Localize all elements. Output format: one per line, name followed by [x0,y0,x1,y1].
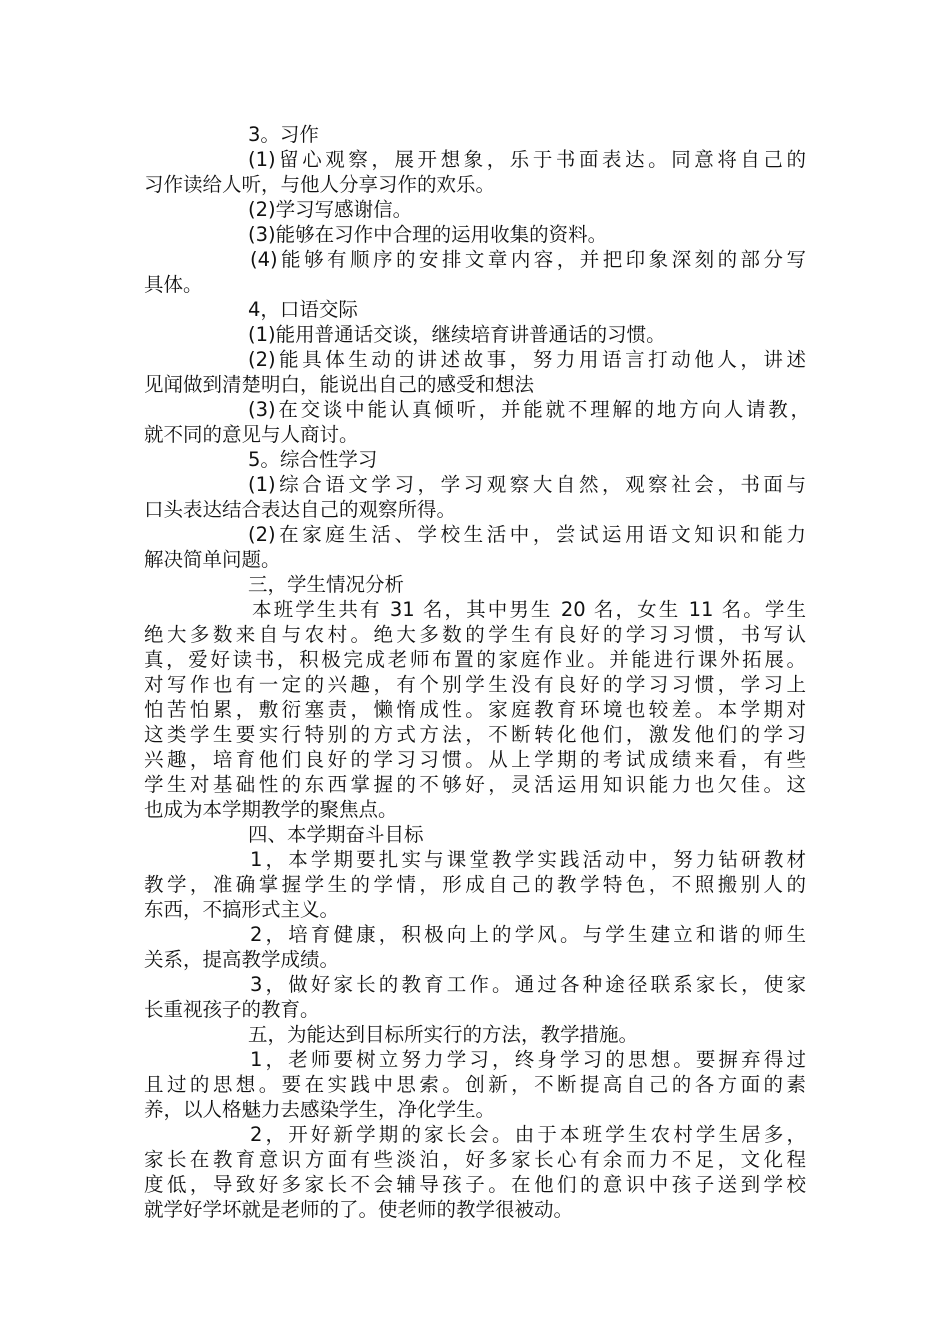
paragraph-line: 家长在教育意识方面有些淡泊，好多家长心有余而力不足，文化程 [144,1148,806,1171]
paragraph-line: 2，开好新学期的家长会。由于本班学生农村学生居多， [250,1123,806,1146]
paragraph-line: 教学，准确掌握学生的学情，形成自己的教学特色，不照搬别人的 [144,873,806,896]
paragraph-line: 学生对基础性的东西掌握的不够好，灵活运用知识能力也欠佳。这 [144,773,806,796]
paragraph-line: 就学好学坏就是老师的了。使老师的教学很被动。 [144,1198,574,1221]
paragraph-line: 怕苦怕累，敷衍塞责，懒惰成性。家庭教育环境也较差。本学期对 [144,698,806,721]
paragraph-line: 养，以人格魅力去感染学生，净化学生。 [144,1098,496,1121]
section-heading-writing: 3。习作 [248,123,319,146]
paragraph-line: 这类学生要实行特别的方式方法，不断转化他们，激发他们的学习 [144,723,806,746]
paragraph-line: (2)在家庭生活、学校生活中，尝试运用语文知识和能力 [248,523,806,546]
paragraph-line: 2，培育健康，积极向上的学风。与学生建立和谐的师生 [250,923,806,946]
paragraph-line: (3)能够在习作中合理的运用收集的资料。 [248,223,608,246]
paragraph-line: (2)能具体生动的讲述故事，努力用语言打动他人，讲述 [248,348,806,371]
section-heading-methods: 五，为能达到目标所实行的方法，教学措施。 [248,1023,639,1046]
section-heading-goals: 四、本学期奋斗目标 [248,823,424,846]
paragraph-line: 度低，导致好多家长不会辅导孩子。在他们的意识中孩子送到学校 [144,1173,806,1196]
paragraph-line: 解决简单问题。 [144,548,281,571]
paragraph-line: 真，爱好读书，积极完成老师布置的家庭作业。并能进行课外拓展。 [144,648,806,671]
paragraph-line: (2)学习写感谢信。 [248,198,413,221]
paragraph-line: (1)留心观察，展开想象，乐于书面表达。同意将自己的 [248,148,806,171]
paragraph-line: (1)能用普通话交谈，继续培育讲普通话的习惯。 [248,323,666,346]
paragraph-line: 也成为本学期教学的聚焦点。 [144,798,398,821]
paragraph-line: 具体。 [144,273,203,296]
paragraph-line: 1，老师要树立努力学习，终身学习的思想。要摒弃得过 [250,1048,806,1071]
paragraph-line: (3)在交谈中能认真倾听，并能就不理解的地方向人请教， [248,398,810,421]
paragraph-line: 就不同的意见与人商讨。 [144,423,359,446]
paragraph-line: 本班学生共有 31 名，其中男生 20 名，女生 11 名。学生 [252,598,806,621]
paragraph-line: 口头表达结合表达自己的观察所得。 [144,498,457,521]
paragraph-line: 3，做好家长的教育工作。通过各种途径联系家长，使家 [250,973,806,996]
paragraph-line: 长重视孩子的教育。 [144,998,320,1021]
paragraph-line: (4)能够有顺序的安排文章内容，并把印象深刻的部分写 [250,248,806,271]
paragraph-line: 绝大多数来自与农村。绝大多数的学生有良好的学习习惯，书写认 [144,623,806,646]
paragraph-line: 对写作也有一定的兴趣，有个别学生没有良好的学习习惯，学习上 [144,673,806,696]
section-heading-comprehensive: 5。综合性学习 [248,448,378,471]
paragraph-line: 1，本学期要扎实与课堂教学实践活动中，努力钻研教材 [250,848,806,871]
paragraph-line: 习作读给人听，与他人分享习作的欢乐。 [144,173,496,196]
section-heading-student-analysis: 三，学生情况分析 [248,573,405,596]
paragraph-line: (1)综合语文学习，学习观察大自然，观察社会，书面与 [248,473,806,496]
paragraph-line: 且过的思想。要在实践中思索。创新，不断提高自己的各方面的素 [144,1073,806,1096]
paragraph-line: 见闻做到清楚明白，能说出自己的感受和想法 [144,373,535,396]
paragraph-line: 东西，不搞形式主义。 [144,898,340,921]
section-heading-oral: 4，口语交际 [248,298,358,321]
paragraph-line: 兴趣，培育他们良好的学习习惯。从上学期的考试成绩来看，有些 [144,748,806,771]
paragraph-line: 关系，提高教学成绩。 [144,948,340,971]
